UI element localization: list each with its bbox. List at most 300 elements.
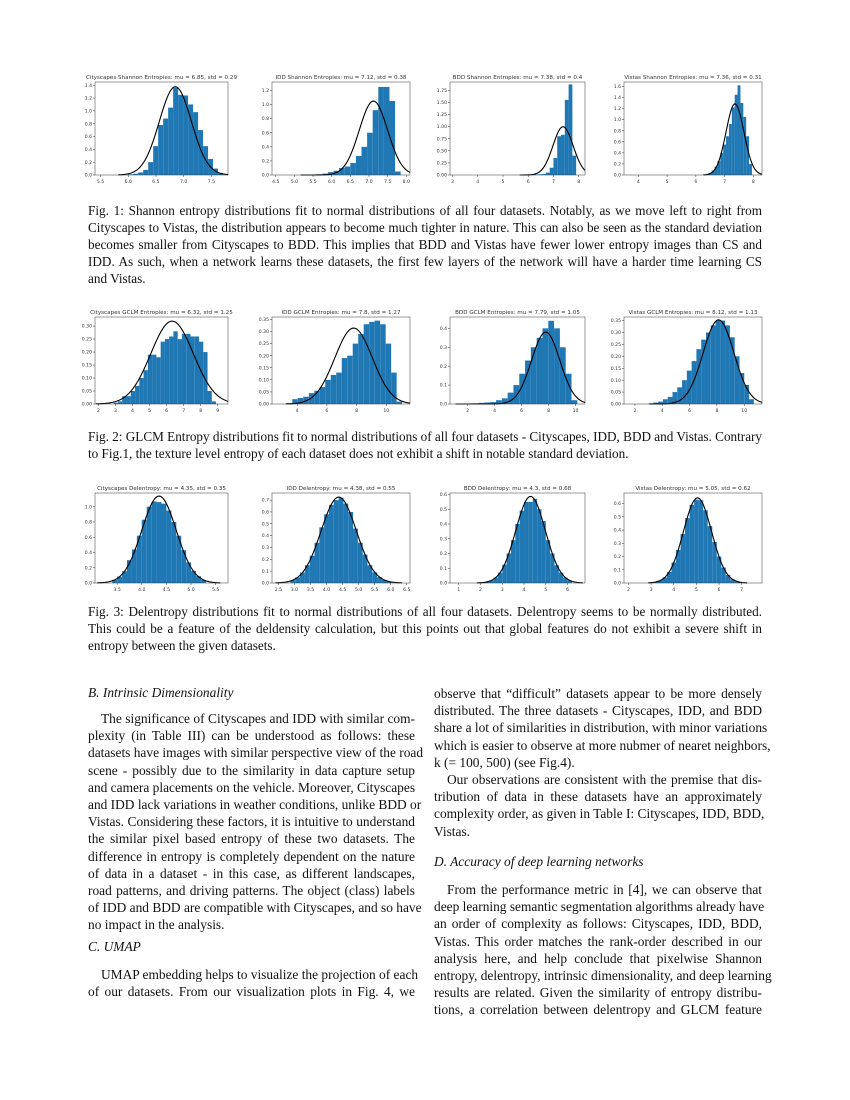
text-line: Our observations are consistent with the premise that dis-	[447, 772, 762, 787]
fig3-caption	[88, 603, 762, 654]
y-tick-label: 0.10	[258, 378, 269, 384]
histogram-bar	[723, 145, 726, 175]
histogram-bar	[565, 100, 569, 175]
histogram-bar	[513, 385, 519, 404]
histogram-bar	[542, 328, 548, 404]
histogram-bar	[350, 163, 356, 175]
histogram-bars	[649, 321, 754, 404]
histogram-bar	[378, 87, 384, 175]
y-tick-label: 0.8	[261, 117, 269, 123]
text-line: becomes smaller from Cityscapes to BDD. This implies that BDD and Vistas have fewer lower entropy images than CS and	[88, 237, 762, 252]
histogram-bar	[716, 321, 721, 404]
text-line: IDD. As such, when a network learns these datasets, the first few layers of the network will have a harder time learning CS	[88, 254, 762, 269]
histogram-bar	[395, 171, 401, 175]
histogram-bar	[694, 500, 699, 583]
y-tick-label: 1.0	[84, 109, 92, 115]
text-line: datasets have images with similar perspective view of the road	[88, 745, 424, 761]
histogram-bar	[127, 396, 131, 404]
y-tick-label: 1.25	[436, 113, 447, 119]
x-tick-label: 5.0	[290, 180, 299, 185]
y-tick-label: 0.50	[436, 149, 447, 155]
histogram-bar	[386, 344, 391, 404]
histogram-bar	[131, 391, 135, 404]
y-tick-label: 0.05	[258, 390, 269, 396]
y-tick-label: 0.30	[258, 330, 269, 336]
y-tick-label: 0.3	[613, 541, 621, 547]
y-tick-label: 0.5	[439, 507, 447, 513]
y-tick-label: 0.4	[613, 528, 621, 534]
section-c-paragraph	[88, 966, 419, 1000]
x-tick-label: 2	[96, 409, 100, 414]
text-line: which is easier to observe at more nubmer of nearet neighbors,	[434, 737, 771, 753]
histogram-bar	[158, 125, 163, 175]
histogram-bar	[345, 167, 351, 175]
histogram-bar	[692, 361, 697, 404]
x-tick-label: 4	[131, 409, 134, 414]
y-tick-label: 0.8	[613, 129, 621, 135]
y-tick-label: 0.3	[439, 345, 447, 351]
text-line: share a lot of similarities in distribution, with minor variations	[434, 720, 768, 736]
text-line: no impact in the analysis.	[88, 917, 225, 933]
y-tick-label: 0.1	[261, 569, 269, 575]
histogram-chart	[248, 481, 420, 597]
y-tick-label: 0.3	[261, 546, 269, 552]
text-line: difference in entropy is completely dependent on the nature	[88, 848, 415, 864]
x-tick-label: 5.0	[354, 588, 363, 593]
y-tick-label: 0.6	[613, 140, 621, 146]
x-tick-label: 6	[694, 180, 698, 185]
y-tick-label: 0.2	[261, 159, 269, 165]
y-tick-label: 0.10	[610, 378, 621, 384]
histogram-bar	[165, 339, 169, 404]
histogram-bar	[524, 502, 528, 583]
histogram-bar	[139, 378, 143, 404]
histogram-chart	[426, 305, 595, 418]
histogram-bar	[720, 321, 725, 404]
y-tick-label: 1.2	[261, 89, 269, 95]
x-tick-label: 8	[751, 180, 755, 185]
chart-title: Cityscapes Shannon Entropies: mu = 6.85, std = 0.29	[85, 75, 238, 81]
x-tick-label: 4.5	[272, 180, 280, 185]
y-tick-label: 0.2	[439, 552, 447, 558]
histogram-bar	[135, 386, 139, 404]
histogram-bar	[740, 103, 743, 175]
histogram-chart	[600, 481, 772, 597]
text-line: Fig. 1: Shannon entropy distributions fit to normal distributions of all four datasets. Notably, as we move left to right from	[88, 203, 762, 218]
histogram-bar	[168, 108, 173, 175]
y-tick-label: 0.0	[439, 581, 447, 587]
histogram-bar	[561, 135, 565, 175]
x-tick-label: 4.5	[338, 588, 347, 593]
histogram-bar	[364, 324, 369, 404]
x-tick-label: 6	[520, 409, 524, 414]
y-tick-label: 0.4	[261, 145, 269, 151]
x-tick-label: 6.5	[403, 588, 411, 593]
x-tick-label: 3.5	[306, 588, 315, 593]
y-tick-label: 0.20	[610, 354, 621, 360]
y-tick-label: 0.0	[84, 581, 92, 587]
y-tick-label: 0.05	[81, 389, 92, 395]
y-tick-label: 0.2	[613, 162, 621, 168]
y-tick-label: 0.25	[81, 337, 92, 343]
text-line: of data in a dataset - in this case, as different landscapes,	[88, 865, 415, 881]
x-tick-label: 6	[688, 409, 692, 414]
y-tick-label: 1.2	[84, 96, 92, 102]
histogram-bar	[699, 500, 704, 583]
y-tick-label: 0.2	[261, 557, 269, 563]
histogram-bar	[153, 146, 158, 175]
histogram-bar	[118, 401, 122, 404]
y-tick-label: 0.2	[84, 160, 92, 166]
histogram-chart	[248, 305, 420, 418]
x-tick-label: 2.5	[274, 588, 283, 593]
histogram-bar	[195, 336, 199, 404]
histogram-bar	[169, 336, 173, 404]
y-tick-label: 0.25	[436, 161, 447, 167]
x-tick-label: 6.0	[328, 180, 336, 185]
y-tick-label: 0.6	[261, 510, 269, 516]
y-tick-label: 0.2	[439, 364, 447, 370]
y-tick-label: 0.15	[81, 363, 92, 369]
histogram-bar	[144, 370, 148, 404]
histogram-bar	[190, 336, 194, 404]
histogram-bar	[703, 510, 708, 583]
text-line: Cityscapes to Vistas, the distribution appears to become much tighter in nature. This can also be seen as the standard deviation	[88, 220, 762, 235]
x-tick-label: 7	[740, 588, 744, 593]
text-line: Vistas. Considering these factors, it is intuitive to understand	[88, 814, 415, 830]
histogram-bars	[519, 84, 576, 175]
text-line: Fig. 2: GLCM Entropy distributions fit to normal distributions of all four datasets - Cityscapes, IDD, BDD and Vistas. Contrary	[88, 429, 763, 444]
text-line: analysis here, and help conclude that pixelwise Shannon	[434, 950, 762, 966]
histogram-bar	[334, 500, 339, 583]
text-line: entropy, delentropy, intrinsic dimensionality, and deep learning	[434, 967, 772, 983]
y-tick-label: 1.4	[613, 96, 621, 102]
x-tick-label: 2	[627, 588, 630, 593]
text-line: and Vistas.	[88, 271, 146, 286]
y-tick-label: 0.20	[81, 350, 92, 356]
x-tick-label: 3.0	[290, 588, 299, 593]
y-tick-label: 0.0	[439, 402, 447, 408]
x-tick-label: 7	[182, 409, 186, 414]
histogram-chart	[600, 70, 772, 189]
x-tick-label: 6.0	[387, 588, 395, 593]
fig2-caption	[88, 428, 762, 462]
x-tick-label: 5	[694, 588, 698, 593]
histogram-bar	[358, 334, 363, 404]
histogram-bar	[701, 340, 706, 404]
x-tick-label: 2	[479, 588, 482, 593]
y-tick-label: 1.6	[613, 85, 621, 91]
x-tick-label: 6.5	[152, 180, 160, 185]
x-tick-label: 4.0	[138, 588, 146, 593]
histogram-bar	[324, 514, 329, 583]
histogram-bar	[706, 332, 711, 404]
histogram-bar	[572, 156, 576, 175]
histogram-bar	[708, 526, 713, 583]
x-tick-label: 5.5	[371, 588, 379, 593]
y-tick-label: 1.0	[613, 118, 621, 124]
histogram-bar	[138, 172, 143, 175]
histogram-bar	[362, 147, 368, 175]
x-tick-label: 7.0	[180, 180, 188, 185]
y-tick-label: 0.5	[261, 522, 269, 528]
x-tick-label: 4	[672, 588, 676, 593]
histogram-bars	[649, 500, 744, 583]
x-tick-label: 4.5	[162, 588, 171, 593]
histogram-bar	[353, 344, 358, 404]
chart-title: IDD Delentropy: mu = 4.38, std = 0.55	[286, 486, 396, 492]
y-tick-label: 0.4	[439, 522, 447, 528]
x-tick-label: 7	[551, 180, 555, 185]
histogram-bar	[193, 112, 198, 175]
histogram-bar	[329, 505, 334, 583]
histogram-bar	[348, 512, 353, 583]
histogram-bar	[749, 164, 752, 175]
x-tick-label: 4	[660, 409, 664, 414]
histogram-bar	[152, 355, 156, 404]
section-b-heading: B. Intrinsic Dimensionality	[88, 685, 234, 700]
x-tick-label: 4	[522, 588, 526, 593]
x-tick-label: 6.0	[124, 180, 132, 185]
section-c-paragraph-2	[434, 771, 765, 840]
text-line: distributed. The three datasets - Cityscapes, IDD, and BDD	[434, 703, 762, 719]
chart-title: IDD Shannon Entropies: mu = 7.12, std = 0.38	[275, 75, 407, 81]
y-tick-label: 0.30	[610, 331, 621, 337]
x-tick-label: 4	[493, 409, 497, 414]
y-tick-label: 0.0	[261, 581, 269, 587]
y-tick-label: 0.2	[84, 566, 92, 572]
histogram-bar	[343, 504, 348, 583]
chart-title: BDD Delentropy: mu = 4.3, std = 0.68	[463, 486, 572, 492]
y-tick-label: 0.10	[81, 376, 92, 382]
text-line: This could be a feature of the deldensity calculation, but this points out that global features do not exhibit a severe shift in	[88, 621, 762, 636]
text-line: Fig. 3: Delentropy distributions fit to normal distributions of all four datasets. Delentropy seems to be normally distributed.	[88, 604, 762, 619]
y-tick-label: 0.5	[613, 515, 621, 521]
y-tick-label: 0.00	[436, 173, 447, 179]
histogram-bar	[508, 393, 514, 404]
histogram-bar	[369, 322, 374, 404]
x-tick-label: 2	[633, 409, 637, 414]
x-tick-label: 8.0	[402, 180, 410, 185]
y-tick-label: 0.4	[84, 551, 92, 557]
text-line: complexity order, as given in Table I: Cityscapes, IDD, BDD,	[434, 806, 765, 822]
histogram-bars	[128, 88, 223, 175]
histogram-bar	[147, 507, 152, 583]
histogram-chart	[600, 305, 772, 418]
x-tick-label: 8	[355, 409, 359, 414]
histogram-bar	[749, 399, 754, 404]
x-tick-label: 5.5	[309, 180, 317, 185]
histogram-bar	[525, 361, 531, 405]
histogram-bar	[682, 380, 687, 404]
histogram-bar	[353, 529, 358, 583]
histogram-bar	[569, 84, 573, 175]
x-tick-label: 4	[636, 180, 640, 185]
chart-title: Cityscapes GCLM Entropies: mu = 6.32, std = 1.25	[90, 310, 233, 316]
histogram-bar	[533, 499, 537, 583]
histogram-chart	[71, 70, 238, 189]
histogram-bar	[166, 511, 171, 583]
x-tick-label: 8	[199, 409, 203, 414]
histogram-bar	[738, 85, 741, 175]
y-tick-label: 0.6	[84, 535, 92, 541]
x-tick-label: 4.0	[322, 588, 331, 593]
x-tick-label: 3.5	[113, 588, 121, 593]
histogram-bar	[148, 162, 153, 175]
text-line: results are related. Given the similarity of entropy distribu-	[434, 985, 762, 1001]
histogram-bar	[342, 358, 347, 404]
section-c-heading: C. UMAP	[88, 939, 141, 954]
y-tick-label: 0.6	[261, 131, 269, 137]
text-line: of IDD and BDD are compatible with Cityscapes, and so have	[88, 900, 422, 916]
histogram-bar	[157, 502, 162, 583]
x-tick-label: 3	[500, 588, 504, 593]
y-tick-label: 0.35	[610, 319, 621, 325]
histogram-bar	[528, 502, 532, 583]
histogram-bar	[515, 524, 519, 583]
x-tick-label: 5	[544, 588, 548, 593]
text-line: and IDD lack variations in weather conditions, unlike BDD or	[88, 796, 422, 812]
y-tick-label: 0.1	[613, 568, 621, 574]
section-d-paragraph	[434, 881, 772, 1019]
x-tick-label: 6	[566, 588, 570, 593]
x-tick-label: 3	[451, 180, 454, 185]
chart-title: BDD Shannon Entropies: mu = 7.38, std = 0.4	[452, 75, 583, 81]
histogram-bar	[550, 168, 554, 175]
y-tick-label: 0.6	[439, 493, 447, 499]
x-tick-label: 7.0	[365, 180, 373, 185]
y-tick-label: 0.4	[261, 534, 269, 540]
histogram-bar	[171, 522, 176, 583]
x-tick-label: 3	[649, 588, 653, 593]
histogram-bar	[520, 511, 524, 583]
histogram-bar	[182, 334, 186, 404]
histogram-chart	[71, 481, 238, 597]
x-tick-label: 10	[572, 409, 579, 414]
y-tick-label: 0.1	[439, 566, 447, 572]
x-tick-label: 7	[723, 180, 727, 185]
histogram-bars	[476, 499, 572, 583]
y-tick-label: 0.1	[439, 383, 447, 389]
histogram-bar	[325, 380, 330, 404]
text-line: tions, a correlation between delentropy and GLCM feature	[434, 1002, 762, 1018]
histogram-bar	[557, 136, 561, 175]
histogram-bar	[690, 505, 695, 583]
y-tick-label: 1.0	[261, 103, 269, 109]
histogram-bar	[143, 170, 148, 175]
x-tick-label: 10	[383, 409, 390, 414]
x-tick-label: 5	[665, 180, 669, 185]
histogram-bar	[162, 504, 167, 583]
y-tick-label: 0.25	[258, 342, 269, 348]
histogram-bar	[553, 158, 557, 175]
text-line: of our datasets. From our visualization plots in Fig. 4, we	[88, 984, 415, 1000]
text-line: UMAP embedding helps to visualize the projection of each	[101, 967, 419, 982]
histogram-bars	[455, 321, 577, 404]
y-tick-label: 0.15	[258, 366, 269, 372]
histogram-bar	[537, 509, 541, 583]
histogram-bar	[152, 501, 157, 583]
chart-title: Vistas Delentropy: mu = 5.05, std = 0.62	[635, 486, 751, 492]
x-tick-label: 7.5	[383, 180, 392, 185]
y-tick-label: 0.6	[613, 502, 621, 508]
histogram-bar	[161, 342, 165, 404]
histogram-bar	[729, 124, 732, 175]
y-tick-label: 0.00	[258, 402, 269, 408]
y-tick-label: 0.0	[613, 581, 621, 587]
histogram-bar	[380, 324, 385, 404]
histogram-bars	[300, 87, 401, 175]
x-tick-label: 5.0	[187, 588, 195, 593]
histogram-bars	[112, 501, 206, 583]
text-line: the similar pixel based entropy of these two datasets. The	[88, 831, 415, 847]
text-line: The significance of Cityscapes and IDD with similar com-	[101, 711, 415, 726]
y-tick-label: 0.0	[613, 173, 621, 179]
x-tick-label: 1	[457, 588, 461, 593]
text-line: observe that “difficult” datasets appear to be more densely	[434, 686, 762, 701]
y-tick-label: 0.4	[84, 147, 92, 153]
chart-title: Vistas Shannon Entropies: mu = 7.36, std = 0.31	[624, 75, 762, 81]
x-tick-label: 8	[547, 409, 551, 414]
x-tick-label: 6.5	[346, 180, 354, 185]
x-tick-label: 5.5	[96, 180, 105, 185]
y-tick-label: 0.00	[81, 402, 92, 408]
histogram-bar	[339, 498, 344, 583]
text-line: Vistas. This order matches the rank-order described in our	[434, 933, 762, 949]
chart-title: Cityscapes Delentropy: mu = 4.35, std = 0.35	[97, 486, 226, 492]
y-tick-label: 0.6	[84, 135, 92, 141]
y-tick-label: 0.75	[436, 137, 447, 143]
x-tick-label: 4	[295, 409, 299, 414]
histogram-bar	[212, 401, 216, 404]
x-tick-label: 8	[577, 180, 581, 185]
section-d-heading: D. Accuracy of deep learning networks	[434, 854, 644, 869]
histogram-bar	[356, 156, 362, 175]
histogram-bar	[743, 117, 746, 175]
y-tick-label: 1.00	[436, 125, 447, 131]
x-tick-label: 2	[466, 409, 470, 414]
y-tick-label: 0.20	[258, 354, 269, 360]
x-tick-label: 3	[113, 409, 117, 414]
chart-title: BDD GCLM Entropies: mu = 7.79, std = 1.05	[455, 310, 580, 316]
x-tick-label: 8	[715, 409, 719, 414]
histogram-bar	[319, 527, 324, 583]
histogram-bar	[336, 373, 341, 404]
histogram-bars	[287, 321, 402, 404]
y-tick-label: 0.4	[613, 151, 621, 157]
y-tick-label: 0.3	[439, 537, 447, 543]
histogram-bar	[347, 356, 352, 404]
histogram-bar	[203, 352, 207, 404]
text-line: scene - possibly due to the similarity in data capture setup	[88, 762, 415, 778]
section-c-paragraph-cont	[434, 685, 771, 771]
y-tick-label: 0.30	[81, 324, 92, 330]
histogram-bar	[358, 543, 363, 583]
y-tick-label: 1.2	[613, 107, 621, 113]
x-tick-label: 6	[717, 588, 721, 593]
text-line: From the performance metric in [4], we can observe that	[447, 882, 762, 897]
histogram-bar	[178, 95, 183, 175]
histogram-bar	[696, 349, 701, 404]
text-line: to Fig.1, the texture level entropy of each dataset does not exhibit a shift in notable standard deviation.	[88, 446, 629, 461]
y-tick-label: 0.00	[610, 402, 621, 408]
histogram-bar	[178, 339, 182, 404]
histogram-bar	[188, 104, 193, 175]
histogram-bar	[199, 342, 203, 404]
chart-title: Vistas GCLM Entropies: mu = 8.12, std = 1.13	[628, 310, 758, 316]
y-tick-label: 1.75	[436, 88, 447, 94]
y-tick-label: 0.8	[84, 122, 92, 128]
